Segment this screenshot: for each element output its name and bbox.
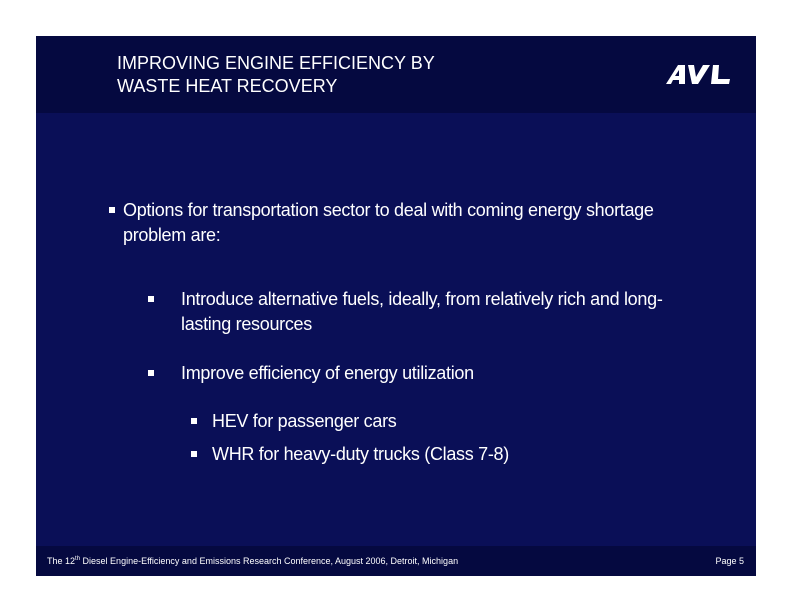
bullet-text: Improve efficiency of energy utilization [181, 363, 474, 383]
square-bullet-icon [109, 207, 115, 213]
avl-logo-icon [664, 62, 734, 87]
slide-title-line-1: IMPROVING ENGINE EFFICIENCY BY [117, 53, 435, 73]
footer-text-prefix: The 12 [47, 556, 76, 566]
bullet-level2-item [148, 287, 708, 337]
slide-content [36, 113, 756, 546]
footer-text-suffix: Diesel Engine-Efficiency and Emissions Research Conference, August 2006, Detroit, Michigan [80, 556, 459, 566]
avl-logo [664, 62, 734, 87]
slide-header [36, 36, 756, 113]
square-bullet-icon [191, 418, 197, 424]
bullet-text: HEV for passenger cars [212, 411, 397, 431]
bullet-level2-item [148, 361, 708, 386]
bullet-text: WHR for heavy-duty trucks (Class 7-8) [212, 444, 509, 464]
bullet-text: Options for transportation sector to deal with coming energy shortage problem are: [123, 200, 654, 245]
bullet-level3-item [191, 442, 691, 467]
footer-conference-text [47, 556, 458, 566]
slide-title-line-2: WASTE HEAT RECOVERY [117, 76, 338, 96]
slide-footer [36, 546, 756, 576]
slide [36, 36, 756, 576]
square-bullet-icon [148, 370, 154, 376]
page-number: Page 5 [715, 556, 744, 566]
bullet-text: Introduce alternative fuels, ideally, from relatively rich and long-lasting resources [181, 289, 663, 334]
slide-title [117, 52, 435, 98]
square-bullet-icon [191, 451, 197, 457]
bullet-level3-item [191, 409, 691, 434]
bullet-level1-item [109, 198, 679, 248]
footer-text-superscript: th [75, 556, 81, 562]
square-bullet-icon [148, 296, 154, 302]
